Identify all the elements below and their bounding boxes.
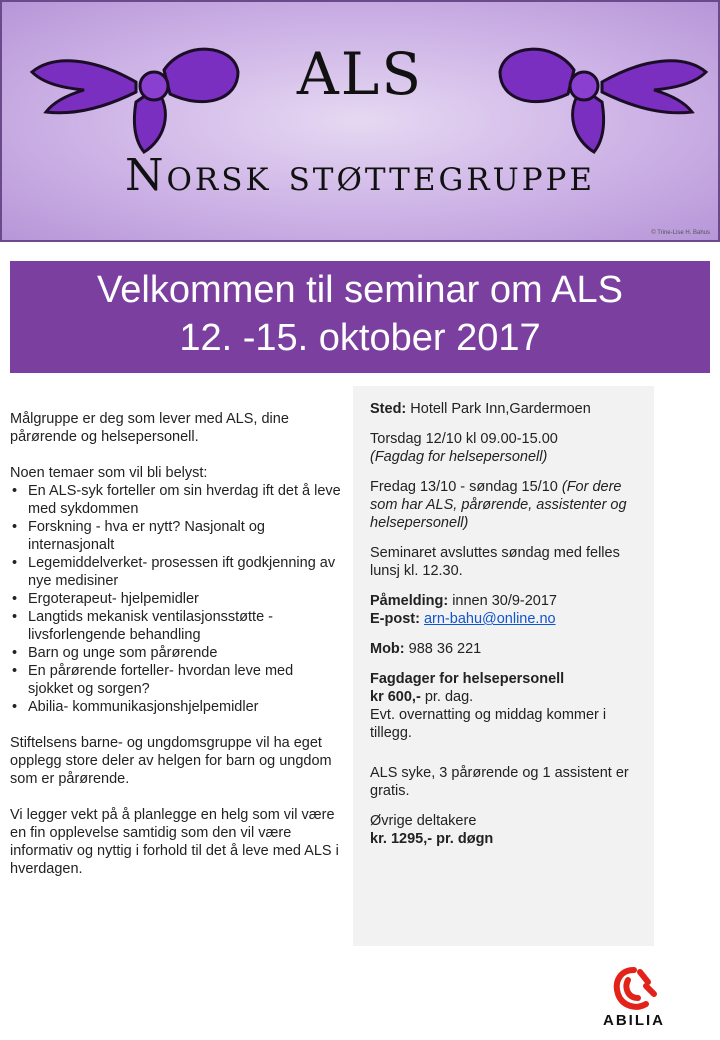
phone-line bbox=[370, 640, 650, 658]
banner-title: ALS bbox=[296, 40, 424, 108]
header-title: Velkommen til seminar om ALS bbox=[97, 269, 623, 311]
banner-subtitle: Norsk støttegruppe bbox=[124, 150, 596, 201]
phone-number: 988 36 221 bbox=[408, 641, 482, 657]
header-dates: 12. -15. oktober 2017 bbox=[179, 317, 541, 359]
closing-text: Vi legger vekt på å planlegge en helg som vil være en fin opplevelse samtidig som den vil være informativ og nyttig i forhold til det å leve med ALS i hverdagen. bbox=[10, 807, 339, 877]
banner bbox=[0, 0, 720, 242]
thursday-line: Torsdag 12/10 kl 09.00-15.00 bbox=[370, 431, 558, 447]
friday-note: (For dere som har ALS, pårørende, assistenter og helsepersonell) bbox=[370, 479, 627, 531]
themes-list bbox=[10, 482, 342, 716]
list-item: • En ALS-syk forteller om sin hverdag ift det å leve med sykdommen bbox=[10, 482, 342, 518]
phone-label: Mob: bbox=[370, 641, 405, 657]
signup-deadline: innen 30/9-2017 bbox=[452, 593, 558, 609]
venue-label: Sted: bbox=[370, 401, 407, 417]
list-item: • Ergoterapeut- hjelpemidler bbox=[10, 590, 342, 608]
free-participants-text: ALS syke, 3 pårørende og 1 assistent er gratis. bbox=[370, 765, 629, 799]
seminar-header bbox=[10, 261, 710, 373]
other-participants-label: Øvrige deltakere bbox=[370, 813, 477, 829]
signup-line bbox=[370, 592, 650, 610]
list-item: • Langtids mekanisk ventilasjonsstøtte - livsforlengende behandling bbox=[10, 608, 342, 644]
signup-label: Påmelding: bbox=[370, 593, 449, 609]
professional-days-price: kr 600,- pr. dag. bbox=[370, 689, 474, 705]
professional-days-title: Fagdager for helsepersonell bbox=[370, 671, 565, 687]
left-column bbox=[10, 410, 342, 878]
abilia-logo-text: ABILIA bbox=[603, 1012, 665, 1029]
target-group-text: Målgruppe er deg som lever med ALS, dine pårørende og helsepersonell. bbox=[10, 411, 289, 445]
youth-group-text: Stiftelsens barne- og ungdomsgruppe vil ha eget opplegg store deler av helgen for barn og ungdom som er pårørende. bbox=[10, 735, 332, 787]
list-item: • Forskning - hva er nytt? Nasjonalt og internasjonalt bbox=[10, 518, 342, 554]
ending-text: Seminaret avsluttes søndag med felles lunsj kl. 12.30. bbox=[370, 545, 620, 579]
list-item: • Legemiddelverket- prosessen ift godkjenning av nye medisiner bbox=[10, 554, 342, 590]
email-line bbox=[370, 610, 650, 628]
friday-line: Fredag 13/10 - søndag 15/10 (For dere som har ALS, pårørende, assistenter og helsepersonell) bbox=[370, 479, 627, 531]
themes-heading: Noen temaer som vil bli belyst: bbox=[10, 465, 208, 481]
extras-text: Evt. overnatting og middag kommer i tillegg. bbox=[370, 707, 607, 741]
other-participants-price: kr. 1295,- pr. døgn bbox=[370, 831, 494, 847]
list-item: • En pårørende forteller- hvordan leve med sjokket og sorgen? bbox=[10, 662, 342, 698]
list-item: • Barn og unge som pårørende bbox=[10, 644, 342, 662]
venue-value: Hotell Park Inn,Gardermoen bbox=[410, 401, 591, 417]
email-link[interactable]: arn-bahu@online.no bbox=[423, 611, 556, 627]
thursday-note: (Fagdag for helsepersonell) bbox=[370, 449, 548, 465]
copyright-text: © Trine-Lise H. Bahus bbox=[651, 230, 710, 236]
venue-line bbox=[370, 400, 650, 418]
email-label: E-post: bbox=[370, 611, 420, 627]
list-item: • Abilia- kommunikasjonshjelpemidler bbox=[10, 698, 342, 716]
info-panel bbox=[353, 386, 654, 946]
